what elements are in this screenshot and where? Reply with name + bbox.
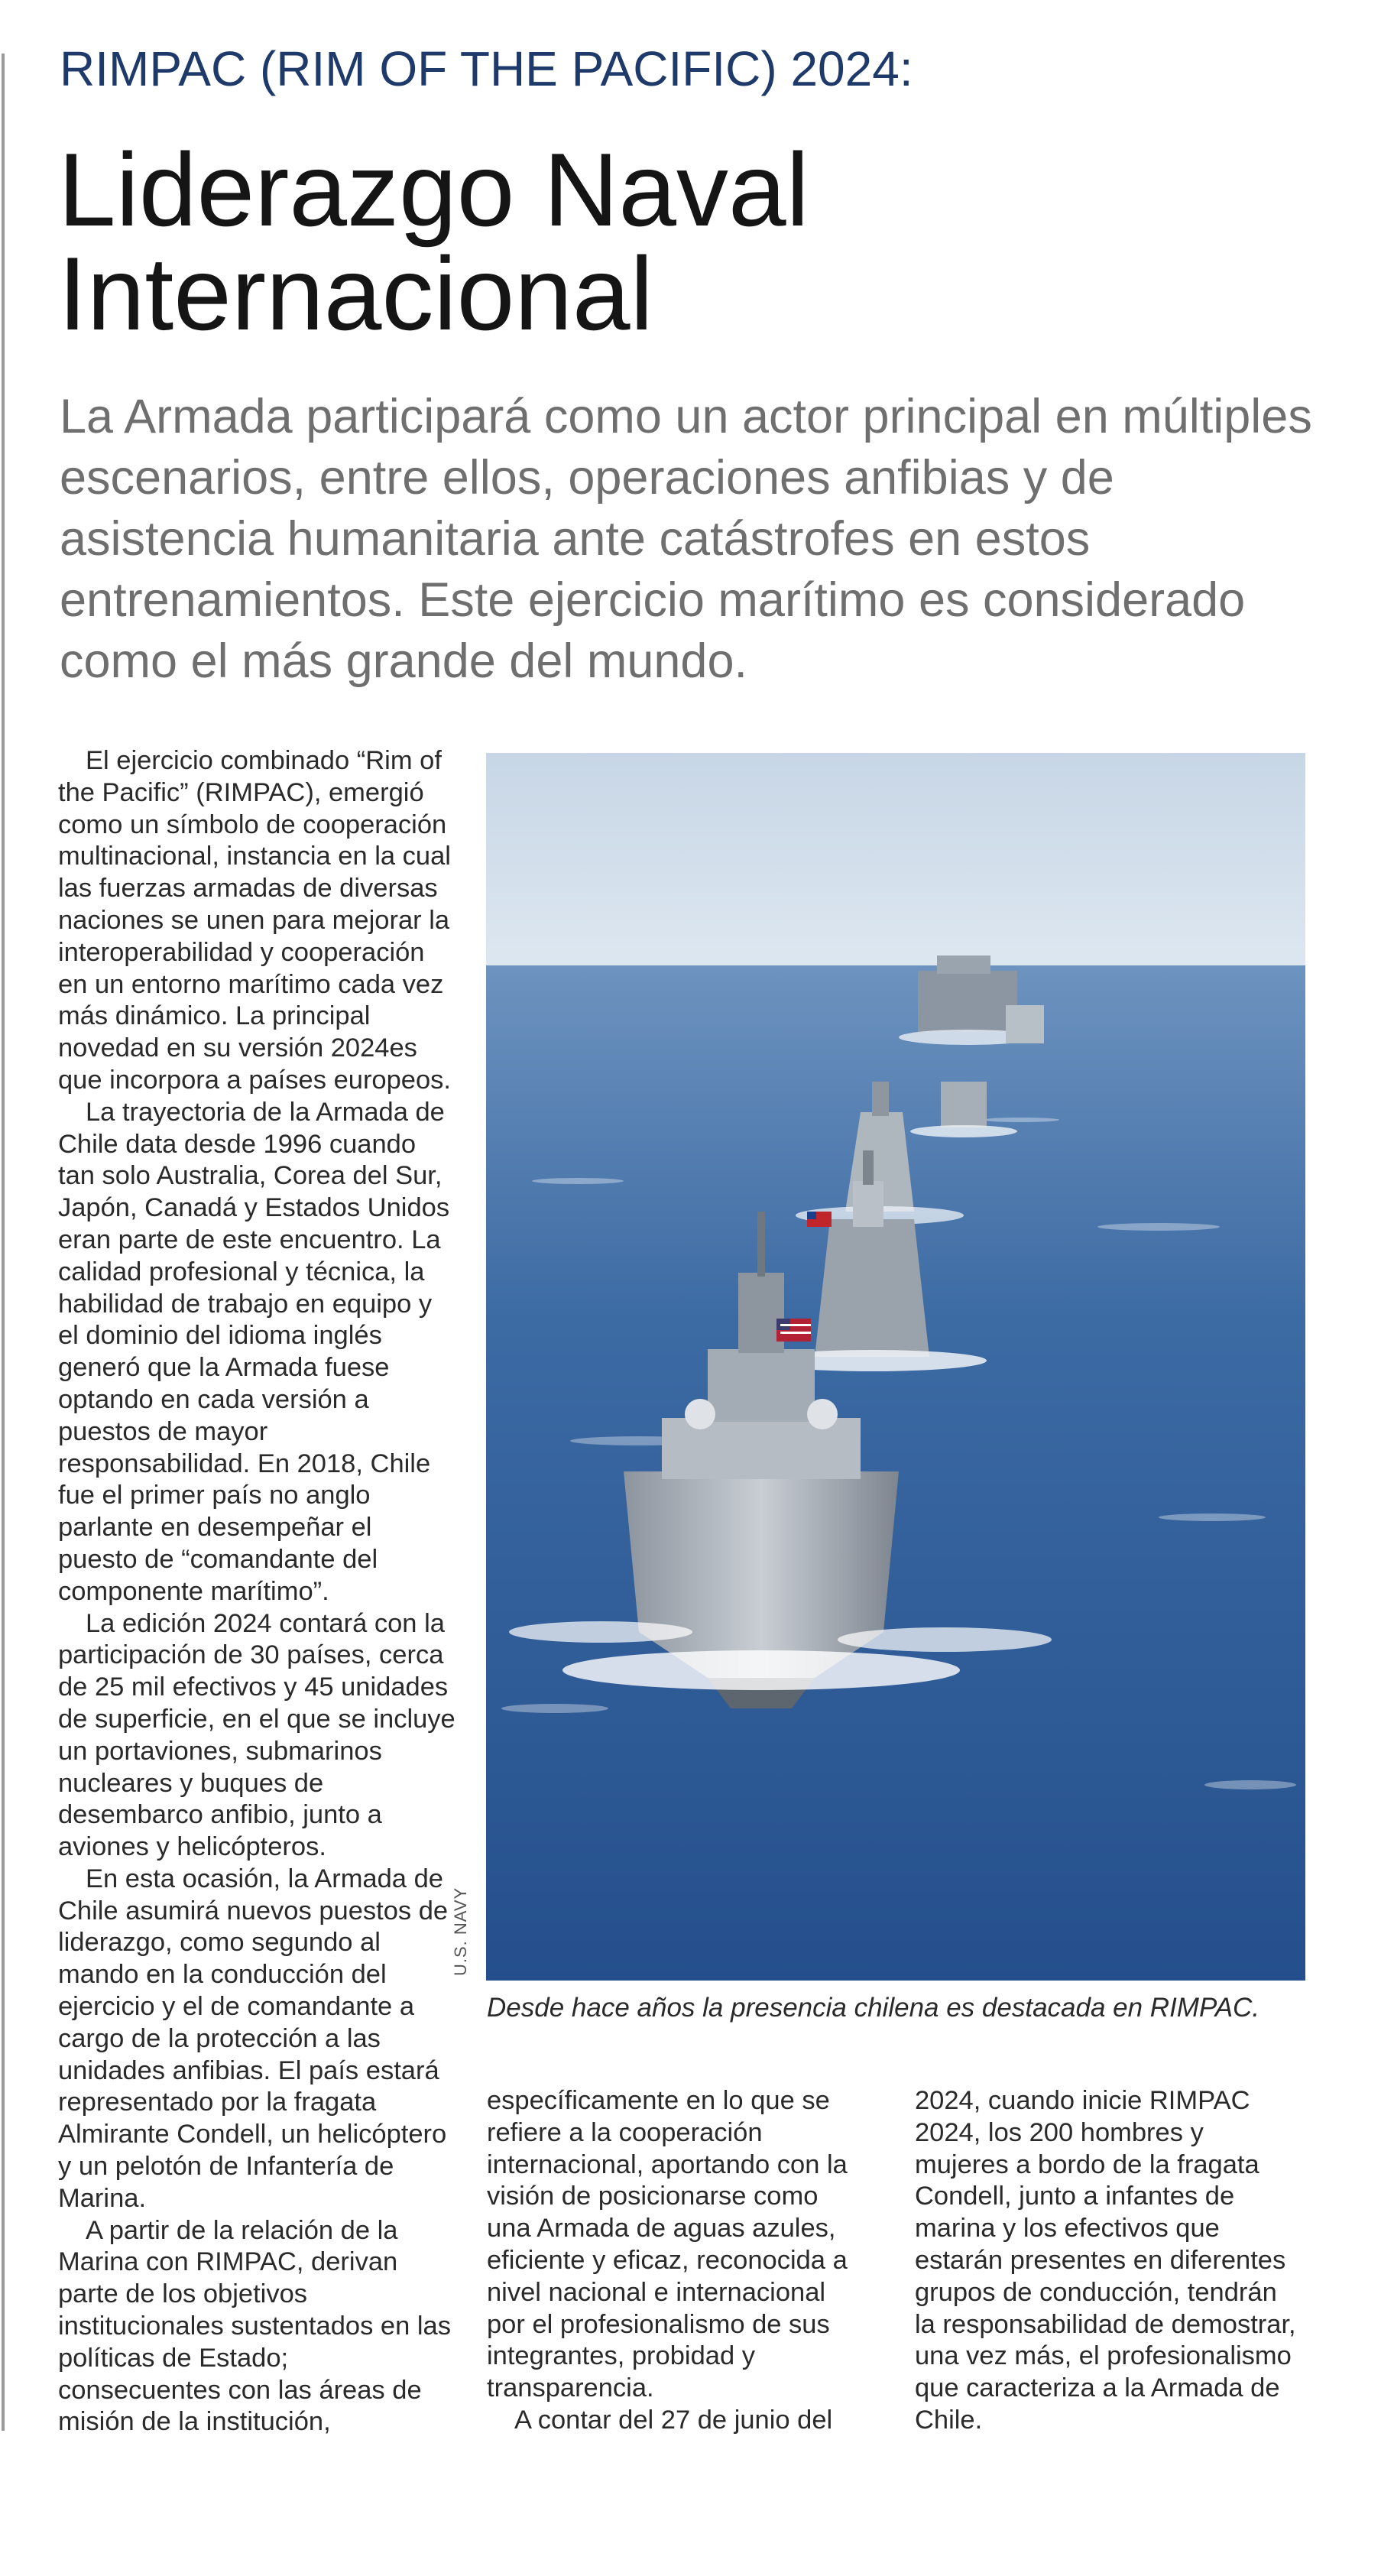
body-paragraph: La trayectoria de la Armada de Chile data desde 1996 cuando tan solo Australia, Corea del Sur, Japón, Canadá y Estados Unidos eran parte de este encuentro. La calidad profesional y técnica, la habilidad de trabajo en equipo y el dominio del idioma inglés generó que la Armada fuese optando en cada versión a puestos de mayor responsabilidad. En 2018, Chile fue el primer país no anglo parlante en desempeñar el puesto de “comandante del componente marítimo”. xyxy=(58,1097,450,1606)
body-paragraph: 2024, cuando inicie RIMPAC 2024, los 200 hombres y mujeres a bordo de la fragata Condell, junto a infantes de marina y los efectivos que estarán presentes en diferentes grupos de conducción, tendrán la responsabilidad de demostrar, una vez más, el profesionalismo que caracteriza a la Armada de Chile. xyxy=(915,2086,1296,2435)
photo-caption: Desde hace años la presencia chilena es destacada en RIMPAC. xyxy=(487,1993,1260,2023)
margin-rule xyxy=(2,54,5,2431)
warships-illustration xyxy=(486,753,1305,1981)
body-column-2 xyxy=(487,2085,869,2437)
warships-photo xyxy=(486,753,1305,1981)
article-kicker: RIMPAC (RIM OF THE PACIFIC) 2024: xyxy=(60,41,913,96)
body-paragraph: El ejercicio combinado “Rim of the Pacific” (RIMPAC), emergió como un símbolo de cooperación multinacional, instancia en la cual las fuerzas armadas de diversas naciones se unen para mejorar la interoperabilidad y cooperación en un entorno marítimo cada vez más dinámico. La principal novedad en su versión 2024es que incorpora a países europeos. xyxy=(58,746,452,1095)
body-paragraph: específicamente en lo que se refiere a la cooperación internacional, aportando con la visión de posicionarse como una Armada de aguas azules, eficiente y eficaz, reconocida a nivel nacional e internacional por el profesionalismo de sus integrantes, probidad y transparencia. xyxy=(487,2086,848,2403)
body-paragraph: A partir de la relación de la Marina con RIMPAC, derivan parte de los objetivos institucionales sustentados en las políticas de Estado; consecuentes con las áreas de misión de la institución, xyxy=(58,2215,451,2437)
body-paragraph: A contar del 27 de junio del xyxy=(514,2405,833,2435)
body-paragraph: La edición 2024 contará con la participación de 30 países, cerca de 25 mil efectivos y 45 unidades de superficie, en el que se incluye un portaviones, submarinos nucleares y buques de desembarco anfibio, junto a aviones y helicópteros. xyxy=(58,1608,455,1862)
body-column-1 xyxy=(58,745,455,2438)
body-paragraph: En esta ocasión, la Armada de Chile asumirá nuevos puestos de liderazgo, como segundo al mando en la conducción del ejercicio y el de comandante a cargo de la protección a las unidades anfibias. El país estará representado por la fragata Almirante Condell, un helicóptero y un pelotón de Infantería de Marina. xyxy=(58,1864,449,2213)
body-column-3 xyxy=(915,2085,1305,2437)
article-standfirst: La Armada participará como un actor principal en múltiples escenarios, entre ellos, operaciones anfibias y de asistencia humanitaria ante catástrofes en estos entrenamientos. Este ejercicio marítimo es considerado como el más grande del mundo. xyxy=(60,390,1312,688)
photo-credit: U.S. NAVY xyxy=(451,1887,470,1976)
sky xyxy=(486,753,1305,967)
article-headline: Liderazgo Naval Internacional xyxy=(58,131,809,352)
